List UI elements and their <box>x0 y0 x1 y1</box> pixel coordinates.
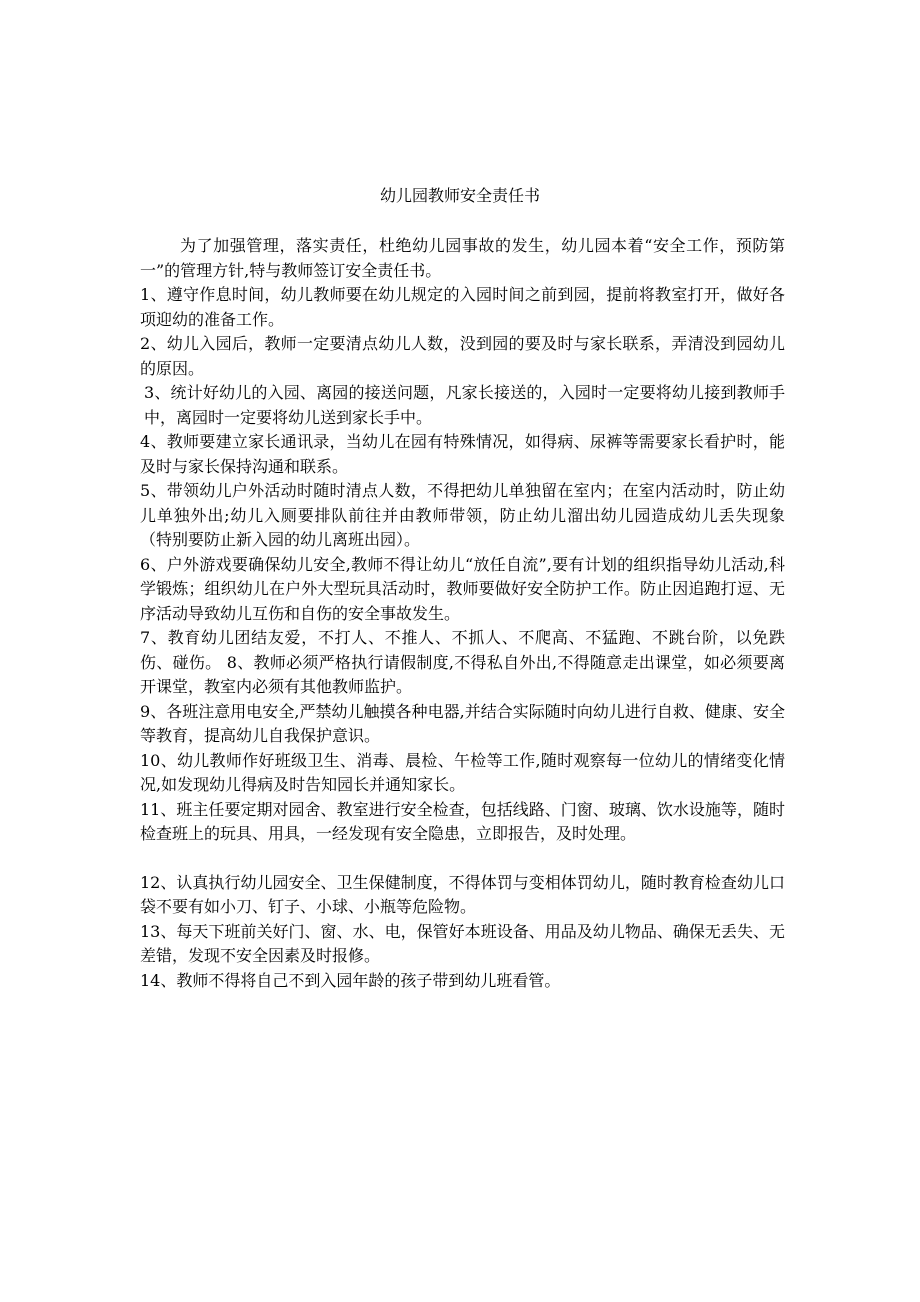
intro-paragraph: 为了加强管理，落实责任，杜绝幼儿园事故的发生，幼儿园本着“安全工作，预防第一”的管理方针,特与教师签订安全责任书。 <box>140 236 785 280</box>
clause-9: 9、各班注意用电安全,严禁幼儿触摸各种电器,并结合实际随时向幼儿进行自救、健康、安全等教育，提高幼儿自我保护意识。 <box>140 701 785 745</box>
clause-7-8: 7、教育幼儿团结友爱，不打人、不推人、不抓人、不爬高、不猛跑、不跳台阶，以免跌伤、碰伤。 8、教师必须严格执行请假制度,不得私自外出,不得随意走出课堂，如必须要离开课堂，教室内必须有其他教师监护。 <box>140 628 785 696</box>
clause-6: 6、户外游戏要确保幼儿安全,教师不得让幼儿“放任自流”,要有计划的组织指导幼儿活动,科学锻炼；组织幼儿在户外大型玩具活动时，教师要做好安全防护工作。防止因追跑打逗、无序活动导致幼儿互伤和自伤的安全事故发生。 <box>140 554 785 623</box>
clause-14: 14、教师不得将自己不到入园年龄的孩子带到幼儿班看管。 <box>140 970 561 990</box>
clause-11: 11、班主任要定期对园舍、教室进行安全检查，包括线路、门窗、玻璃、饮水设施等，随时检查班上的玩具、用具，一经发现有安全隐患，立即报告，及时处理。 <box>140 799 785 843</box>
clause-13: 13、每天下班前关好门、窗、水、电，保管好本班设备、用品及幼儿物品、确保无丢失、无差错，发现不安全因素及时报修。 <box>140 921 785 965</box>
document-title: 幼儿园教师安全责任书 <box>379 186 540 205</box>
clause-4: 4、教师要建立家长通讯录，当幼儿在园有特殊情况，如得病、尿裤等需要家长看护时，能及时与家长保持沟通和联系。 <box>140 432 785 476</box>
clause-2: 2、幼儿入园后，教师一定要清点幼儿人数，没到园的要及时与家长联系，弄清没到园幼儿的原因。 <box>140 334 785 378</box>
clause-12: 12、认真执行幼儿园安全、卫生保健制度，不得体罚与变相体罚幼儿，随时教育检查幼儿口袋不要有如小刀、钉子、小球、小瓶等危险物。 <box>140 872 785 916</box>
document-body <box>140 234 785 993</box>
clause-1: 1、遵守作息时间，幼儿教师要在幼儿规定的入园时间之前到园，提前将教室打开，做好各项迎幼的准备工作。 <box>140 285 785 329</box>
clause-3: 3、统计好幼儿的入园、离园的接送问题，凡家长接送的，入园时一定要将幼儿接到教师手中，离园时一定要将幼儿送到家长手中。 <box>144 383 785 427</box>
clause-10: 10、幼儿教师作好班级卫生、消毒、晨检、午检等工作,随时观察每一位幼儿的情绪变化情况,如发现幼儿得病及时告知园长并通知家长。 <box>140 750 785 794</box>
clause-5: 5、带领幼儿户外活动时随时清点人数，不得把幼儿单独留在室内；在室内活动时，防止幼儿单独外出;幼儿入厕要排队前往并由教师带领，防止幼儿溜出幼儿园造成幼儿丢失现象（特别要防止新入园的幼儿离班出园）。 <box>140 481 785 549</box>
